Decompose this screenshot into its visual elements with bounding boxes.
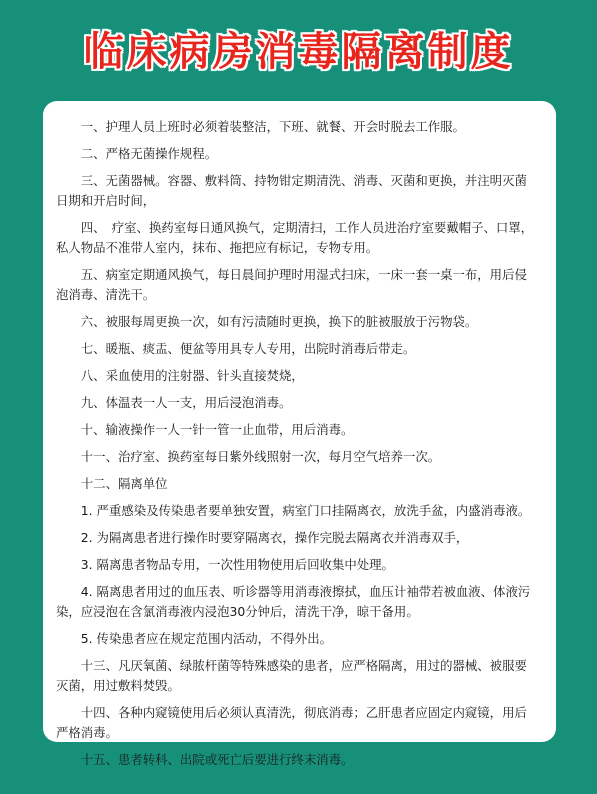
rule-5: 五、病室定期通风换气，每日晨间护理时用湿式扫床，一床一套一桌一布，用后侵泡消毒、清洗干。	[56, 267, 527, 302]
page-title: 临床病房消毒隔离制度	[83, 29, 514, 75]
rule-7: 七、暖瓶、痰盂、便盆等用具专人专用，出院时消毒后带走。	[80, 341, 416, 356]
rule-2: 二、严格无菌操作规程。	[80, 146, 218, 161]
rule-3: 三、无菌器械。容器、敷料筒、持物钳定期清洗、消毒、灭菌和更换，并注明灭菌日期和开启时间，	[56, 173, 527, 208]
rule-13: 十三、凡厌氧菌、绿脓杆菌等特殊感染的患者，应严格隔离，用过的器械、被服要灭菌，用过敷料焚毁。	[56, 658, 527, 693]
rules-list	[56, 117, 536, 777]
rule-4: 四、 疗室、换药室每日通风换气，定期清扫，工作人员进治疗室要戴帽子、口罩，私人物品不准带人室内，抹布、拖把应有标记，专物专用。	[56, 220, 534, 255]
rule-11: 十一、治疗室、换药室每日紫外线照射一次，每月空气培养一次。	[80, 449, 441, 464]
rule-12-item-4: 4. 隔离患者用过的血压表、听诊器等用消毒液擦拭，血压计袖带若被血液、体液污染，应浸泡在含氯消毒液内浸泡30分钟后，清洗干净，晾干备用。	[56, 584, 531, 619]
rule-15: 十五、患者转科、出院或死亡后要进行终末消毒。	[80, 752, 354, 767]
rule-12-item-5: 5. 传染患者应在规定范围内活动，不得外出。	[80, 631, 332, 646]
rule-12-item-3: 3. 隔离患者物品专用，一次性用物使用后回收集中处理。	[80, 557, 394, 572]
rule-14: 十四、各种内窥镜使用后必须认真清洗，彻底消毒；乙肝患者应固定内窥镜，用后严格消毒。	[56, 705, 527, 740]
rule-9: 九、体温表一人一支，用后浸泡消毒。	[80, 395, 292, 410]
rule-12-heading: 十二、隔离单位	[80, 476, 168, 491]
rule-10: 十、输液操作一人一针一管一止血带，用后消毒。	[80, 422, 354, 437]
rule-8: 八、采血使用的注射器、针头直接焚烧，	[80, 368, 304, 383]
rule-12-item-2: 2. 为隔离患者进行操作时要穿隔离衣，操作完脱去隔离衣并消毒双手，	[80, 530, 469, 545]
rule-6: 六、被服每周更换一次，如有污渍随时更换，换下的脏被服放于污物袋。	[80, 314, 478, 329]
rule-1: 一、护理人员上班时必须着装整洁，下班、就餐、开会时脱去工作服。	[80, 119, 465, 134]
rule-12-item-1: 1. 严重感染及传染患者要单独安置，病室门口挂隔离衣，放洗手盆，内盛消毒液。	[80, 503, 531, 518]
